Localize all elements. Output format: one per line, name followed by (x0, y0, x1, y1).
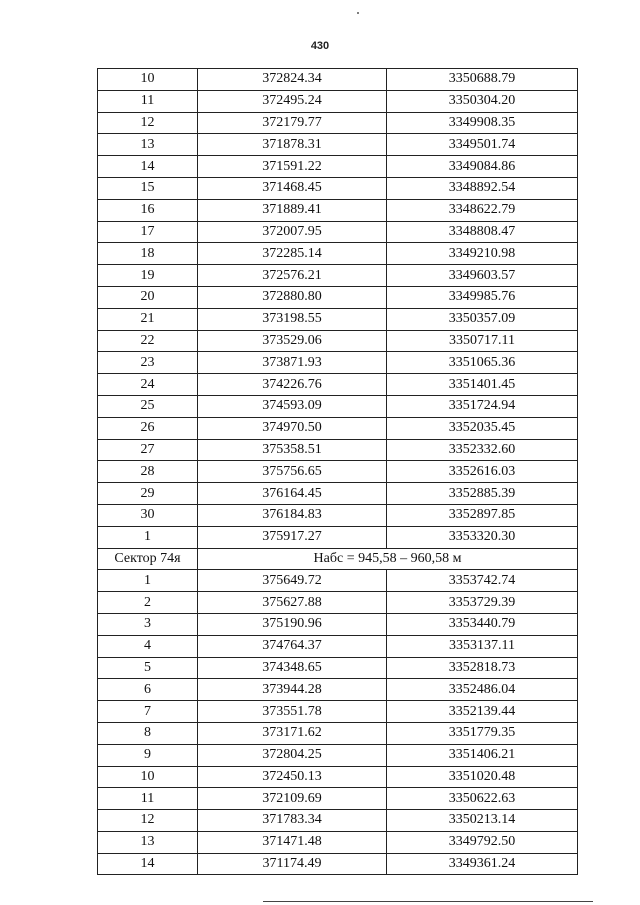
point-number-cell: 9 (98, 744, 198, 766)
point-number-cell: 28 (98, 461, 198, 483)
x-coordinate-cell: 375649.72 (198, 570, 387, 592)
y-coordinate-cell: 3349084.86 (387, 156, 578, 178)
point-number-cell: 11 (98, 788, 198, 810)
x-coordinate-cell: 373944.28 (198, 679, 387, 701)
point-number-cell: 18 (98, 243, 198, 265)
coordinates-table (97, 68, 578, 875)
point-number-cell: 13 (98, 831, 198, 853)
point-number-cell: 3 (98, 613, 198, 635)
point-number-cell: 17 (98, 221, 198, 243)
y-coordinate-cell: 3348622.79 (387, 199, 578, 221)
table-row (98, 526, 578, 548)
y-coordinate-cell: 3353742.74 (387, 570, 578, 592)
table-row (98, 308, 578, 330)
x-coordinate-cell: 371878.31 (198, 134, 387, 156)
y-coordinate-cell: 3351401.45 (387, 374, 578, 396)
x-coordinate-cell: 373551.78 (198, 701, 387, 723)
table-row (98, 221, 578, 243)
y-coordinate-cell: 3351065.36 (387, 352, 578, 374)
x-coordinate-cell: 373871.93 (198, 352, 387, 374)
x-coordinate-cell: 371174.49 (198, 853, 387, 875)
y-coordinate-cell: 3353137.11 (387, 635, 578, 657)
table-row (98, 831, 578, 853)
point-number-cell: 14 (98, 853, 198, 875)
y-coordinate-cell: 3348808.47 (387, 221, 578, 243)
y-coordinate-cell: 3349908.35 (387, 112, 578, 134)
table-row (98, 701, 578, 723)
y-coordinate-cell: 3351779.35 (387, 722, 578, 744)
point-number-cell: 11 (98, 90, 198, 112)
table-row (98, 330, 578, 352)
x-coordinate-cell: 374348.65 (198, 657, 387, 679)
y-coordinate-cell: 3352885.39 (387, 483, 578, 505)
point-number-cell: 12 (98, 810, 198, 832)
table-row (98, 177, 578, 199)
point-number-cell: 23 (98, 352, 198, 374)
point-number-cell: 10 (98, 69, 198, 91)
y-coordinate-cell: 3349603.57 (387, 265, 578, 287)
point-number-cell: 10 (98, 766, 198, 788)
table-row (98, 286, 578, 308)
x-coordinate-cell: 372824.34 (198, 69, 387, 91)
table-row (98, 570, 578, 592)
table-row (98, 613, 578, 635)
table-row (98, 504, 578, 526)
y-coordinate-cell: 3350213.14 (387, 810, 578, 832)
table-row (98, 439, 578, 461)
x-coordinate-cell: 374764.37 (198, 635, 387, 657)
sector-name-cell: Сектор 74я (98, 548, 198, 570)
point-number-cell: 12 (98, 112, 198, 134)
y-coordinate-cell: 3351406.21 (387, 744, 578, 766)
y-coordinate-cell: 3352332.60 (387, 439, 578, 461)
x-coordinate-cell: 374593.09 (198, 395, 387, 417)
table-row (98, 90, 578, 112)
x-coordinate-cell: 372804.25 (198, 744, 387, 766)
x-coordinate-cell: 372880.80 (198, 286, 387, 308)
y-coordinate-cell: 3352616.03 (387, 461, 578, 483)
point-number-cell: 6 (98, 679, 198, 701)
table-row (98, 417, 578, 439)
table-row (98, 199, 578, 221)
table-row (98, 134, 578, 156)
table-row (98, 112, 578, 134)
table-row (98, 243, 578, 265)
table-row (98, 395, 578, 417)
y-coordinate-cell: 3348892.54 (387, 177, 578, 199)
sector-header-row (98, 548, 578, 570)
x-coordinate-cell: 375917.27 (198, 526, 387, 548)
x-coordinate-cell: 372179.77 (198, 112, 387, 134)
y-coordinate-cell: 3350688.79 (387, 69, 578, 91)
point-number-cell: 14 (98, 156, 198, 178)
table-row (98, 352, 578, 374)
table-row (98, 461, 578, 483)
y-coordinate-cell: 3353440.79 (387, 613, 578, 635)
y-coordinate-cell: 3352486.04 (387, 679, 578, 701)
x-coordinate-cell: 373198.55 (198, 308, 387, 330)
x-coordinate-cell: 375756.65 (198, 461, 387, 483)
point-number-cell: 16 (98, 199, 198, 221)
y-coordinate-cell: 3352139.44 (387, 701, 578, 723)
point-number-cell: 29 (98, 483, 198, 505)
y-coordinate-cell: 3352897.85 (387, 504, 578, 526)
y-coordinate-cell: 3353320.30 (387, 526, 578, 548)
table-row (98, 69, 578, 91)
x-coordinate-cell: 375358.51 (198, 439, 387, 461)
bottom-border-line (263, 901, 593, 902)
x-coordinate-cell: 374970.50 (198, 417, 387, 439)
x-coordinate-cell: 375190.96 (198, 613, 387, 635)
x-coordinate-cell: 372576.21 (198, 265, 387, 287)
table-row (98, 722, 578, 744)
table-row (98, 374, 578, 396)
y-coordinate-cell: 3351724.94 (387, 395, 578, 417)
table-row (98, 810, 578, 832)
point-number-cell: 21 (98, 308, 198, 330)
table-row (98, 679, 578, 701)
x-coordinate-cell: 372285.14 (198, 243, 387, 265)
point-number-cell: 24 (98, 374, 198, 396)
x-coordinate-cell: 373529.06 (198, 330, 387, 352)
x-coordinate-cell: 371889.41 (198, 199, 387, 221)
point-number-cell: 1 (98, 570, 198, 592)
x-coordinate-cell: 371468.45 (198, 177, 387, 199)
x-coordinate-cell: 376164.45 (198, 483, 387, 505)
point-number-cell: 19 (98, 265, 198, 287)
table-row (98, 635, 578, 657)
y-coordinate-cell: 3352035.45 (387, 417, 578, 439)
point-number-cell: 7 (98, 701, 198, 723)
y-coordinate-cell: 3349985.76 (387, 286, 578, 308)
x-coordinate-cell: 375627.88 (198, 592, 387, 614)
y-coordinate-cell: 3349792.50 (387, 831, 578, 853)
table-row (98, 744, 578, 766)
y-coordinate-cell: 3350304.20 (387, 90, 578, 112)
y-coordinate-cell: 3349210.98 (387, 243, 578, 265)
y-coordinate-cell: 3353729.39 (387, 592, 578, 614)
x-coordinate-cell: 372109.69 (198, 788, 387, 810)
point-number-cell: 22 (98, 330, 198, 352)
y-coordinate-cell: 3350357.09 (387, 308, 578, 330)
y-coordinate-cell: 3351020.48 (387, 766, 578, 788)
point-number-cell: 2 (98, 592, 198, 614)
x-coordinate-cell: 372007.95 (198, 221, 387, 243)
y-coordinate-cell: 3350622.63 (387, 788, 578, 810)
table-row (98, 265, 578, 287)
table-row (98, 156, 578, 178)
y-coordinate-cell: 3350717.11 (387, 330, 578, 352)
table-row (98, 766, 578, 788)
x-coordinate-cell: 374226.76 (198, 374, 387, 396)
y-coordinate-cell: 3349501.74 (387, 134, 578, 156)
table-row (98, 853, 578, 875)
point-number-cell: 26 (98, 417, 198, 439)
table-row (98, 788, 578, 810)
point-number-cell: 15 (98, 177, 198, 199)
sector-height-range-cell: Набс = 945,58 – 960,58 м (198, 548, 578, 570)
point-number-cell: 8 (98, 722, 198, 744)
x-coordinate-cell: 376184.83 (198, 504, 387, 526)
point-number-cell: 20 (98, 286, 198, 308)
x-coordinate-cell: 371591.22 (198, 156, 387, 178)
scan-speck (357, 12, 359, 14)
point-number-cell: 25 (98, 395, 198, 417)
point-number-cell: 30 (98, 504, 198, 526)
point-number-cell: 5 (98, 657, 198, 679)
x-coordinate-cell: 373171.62 (198, 722, 387, 744)
table-row (98, 483, 578, 505)
x-coordinate-cell: 371783.34 (198, 810, 387, 832)
point-number-cell: 4 (98, 635, 198, 657)
y-coordinate-cell: 3352818.73 (387, 657, 578, 679)
point-number-cell: 27 (98, 439, 198, 461)
coordinates-table-body (98, 69, 578, 875)
point-number-cell: 13 (98, 134, 198, 156)
x-coordinate-cell: 372450.13 (198, 766, 387, 788)
table-row (98, 592, 578, 614)
point-number-cell: 1 (98, 526, 198, 548)
page-number: 430 (310, 40, 330, 52)
table-row (98, 657, 578, 679)
x-coordinate-cell: 372495.24 (198, 90, 387, 112)
y-coordinate-cell: 3349361.24 (387, 853, 578, 875)
x-coordinate-cell: 371471.48 (198, 831, 387, 853)
